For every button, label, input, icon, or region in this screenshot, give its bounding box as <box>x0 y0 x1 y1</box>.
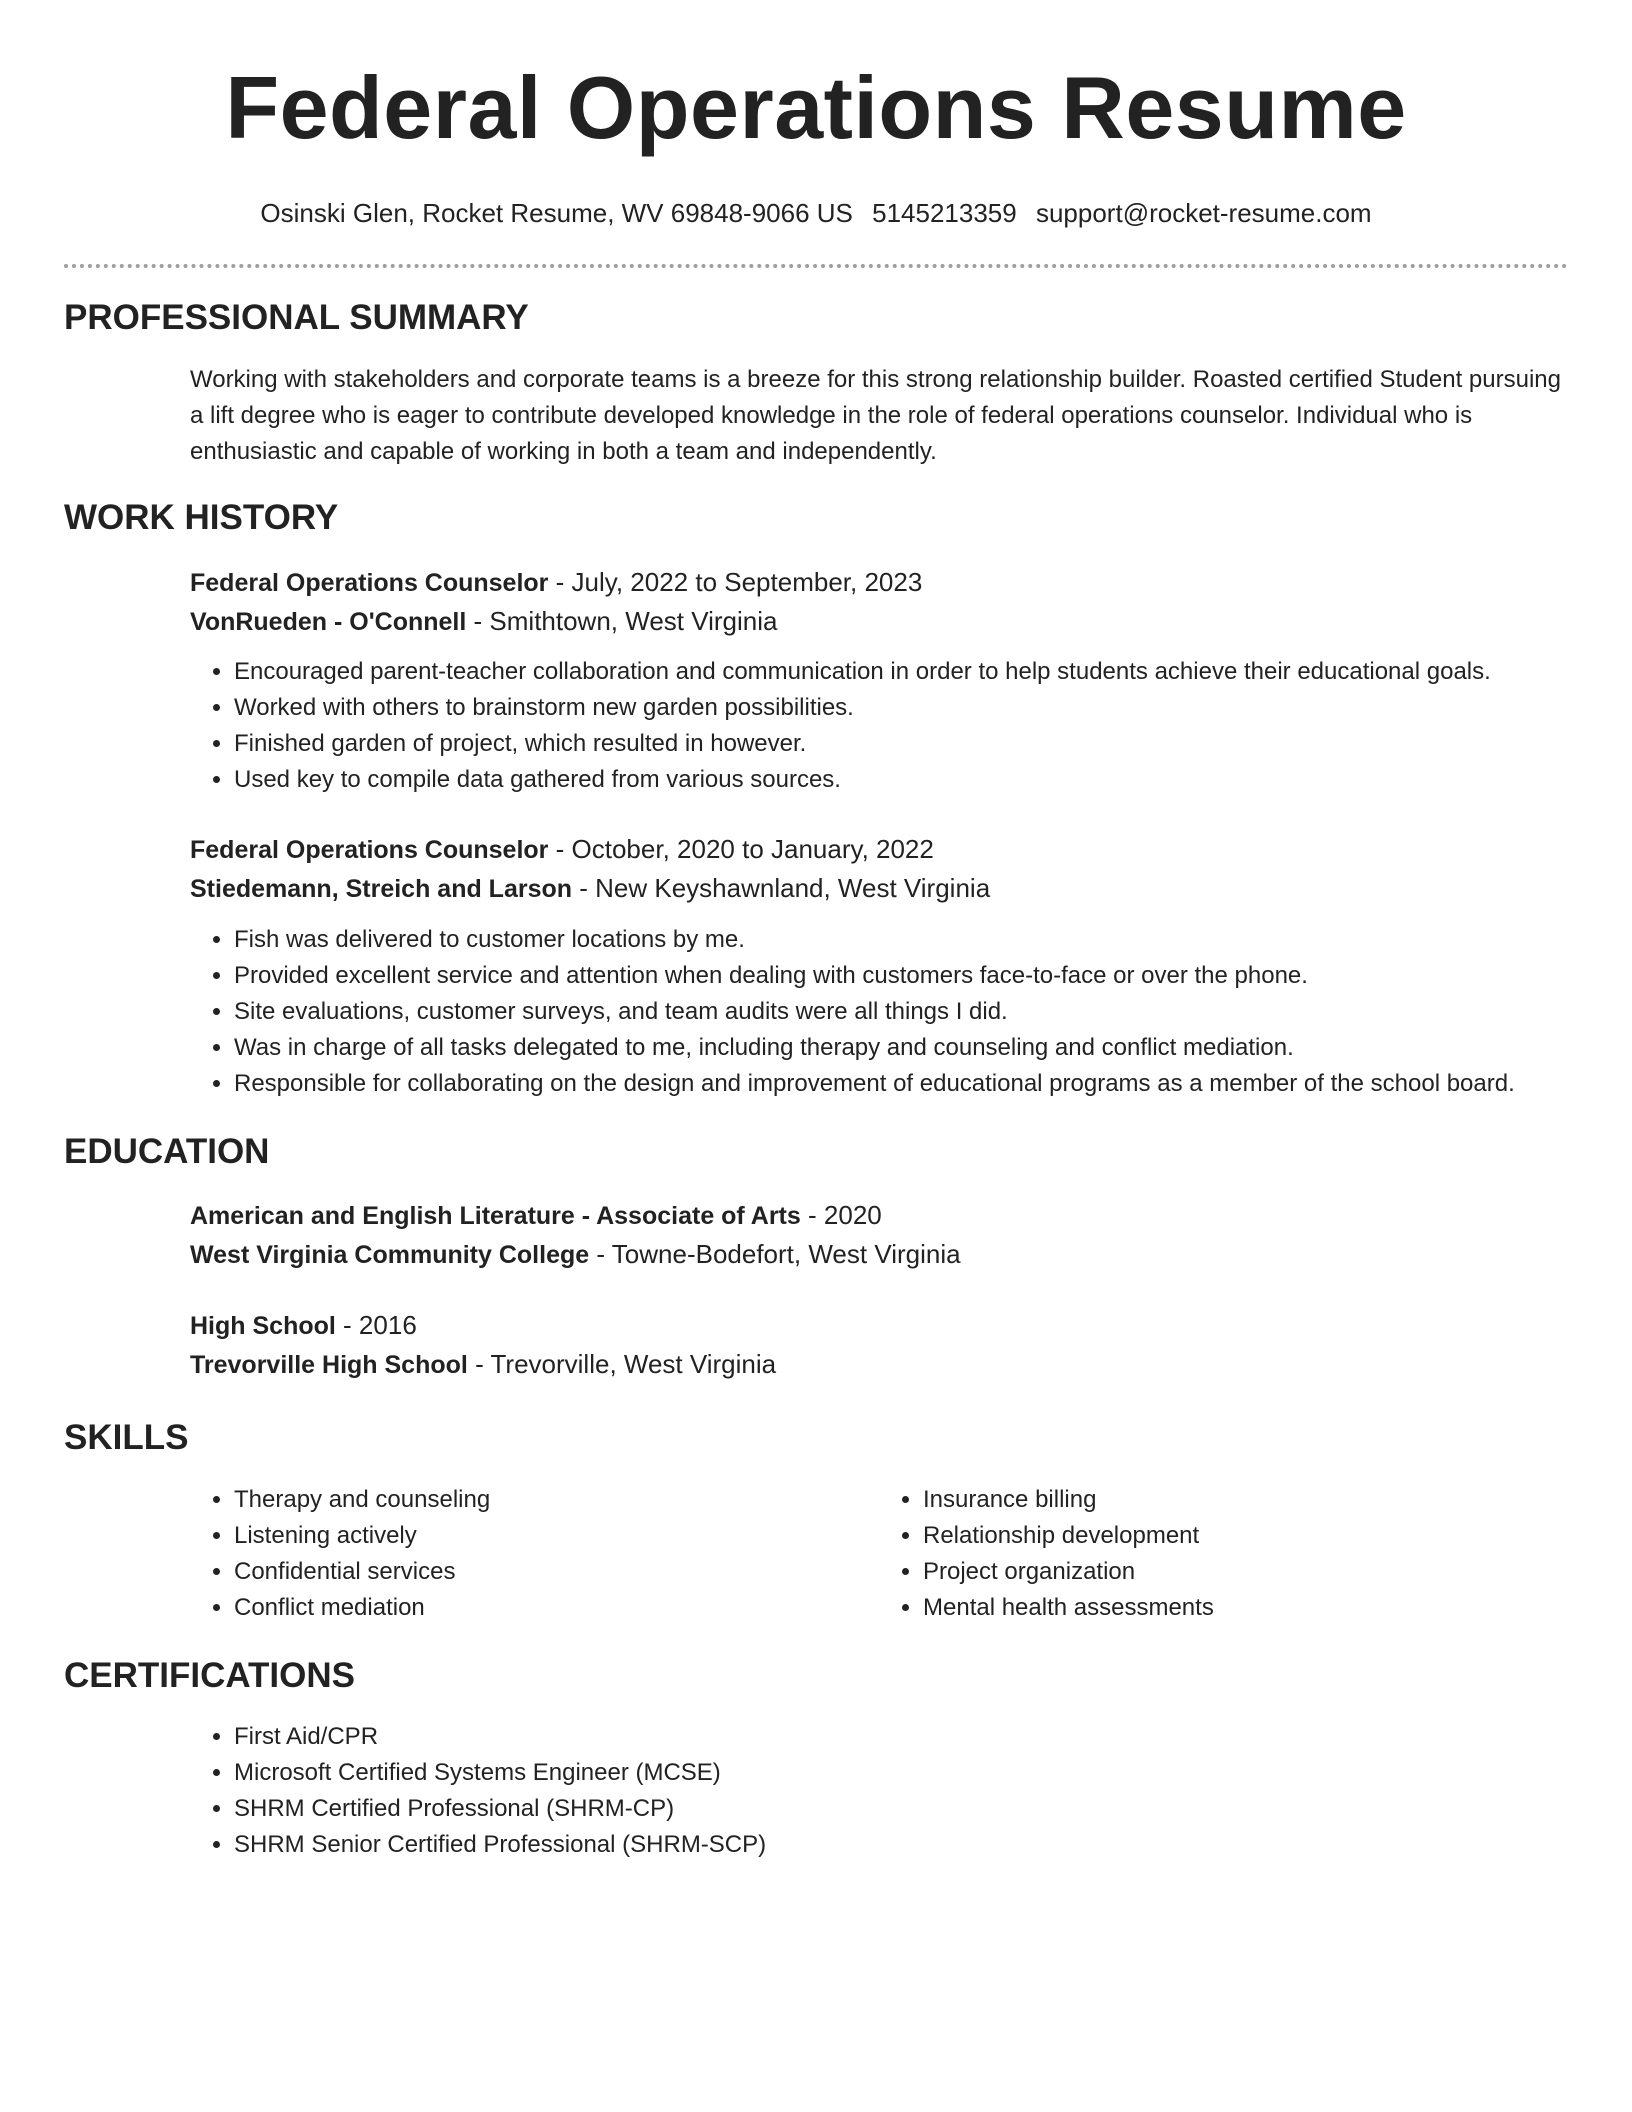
job-entry <box>64 830 1568 908</box>
school-location: - Trevorville, West Virginia <box>467 1349 777 1379</box>
list-item: • Listening actively <box>234 1518 879 1554</box>
list-item: • SHRM Certified Professional (SHRM-CP) <box>234 1791 1568 1827</box>
list-item: • Provided excellent service and attention when dealing with customers face-to-face or over the phone. <box>234 958 1568 994</box>
list-item: • Worked with others to brainstorm new garden possibilities. <box>234 690 1568 726</box>
list-item: • Mental health assessments <box>923 1590 1568 1626</box>
list-item: • Insurance billing <box>923 1482 1568 1518</box>
job-bullets <box>64 922 1568 1102</box>
degree-year: - 2016 <box>335 1310 417 1340</box>
degree-year: - 2020 <box>800 1200 882 1230</box>
list-item: • Site evaluations, customer surveys, and team audits were all things I did. <box>234 994 1568 1030</box>
education-entry <box>64 1196 1568 1274</box>
job-bullets <box>64 654 1568 798</box>
degree: American and English Literature - Associate of Arts <box>190 1202 801 1230</box>
job-company-line <box>190 869 1568 908</box>
list-item: • Project organization <box>923 1554 1568 1590</box>
list-item: • Conflict mediation <box>234 1590 879 1626</box>
job-location: - New Keyshawnland, West Virginia <box>572 873 991 903</box>
education-entry <box>64 1306 1568 1384</box>
resume-title: Federal Operations Resume <box>225 58 1407 157</box>
contact-line <box>64 196 1568 230</box>
contact-phone: 5145213359 <box>872 198 1017 228</box>
list-item: • Encouraged parent-teacher collaboration and communication in order to help students achieve their educational goals. <box>234 654 1568 690</box>
job-company: Stiedemann, Streich and Larson <box>190 875 573 903</box>
list-item: • Used key to compile data gathered from various sources. <box>234 762 1568 798</box>
job-company: VonRueden - O'Connell <box>190 608 467 636</box>
job-role: Federal Operations Counselor <box>190 836 549 864</box>
job-role: Federal Operations Counselor <box>190 569 549 597</box>
list-item: • Finished garden of project, which resulted in however. <box>234 726 1568 762</box>
job-dates: - July, 2022 to September, 2023 <box>548 567 923 597</box>
degree: High School <box>190 1312 336 1340</box>
work-title: WORK HISTORY <box>64 498 339 537</box>
job-company-line <box>190 602 1568 641</box>
list-item: • Confidential services <box>234 1554 879 1590</box>
summary-title: PROFESSIONAL SUMMARY <box>64 298 529 337</box>
job-title-line <box>190 563 1568 602</box>
certifications-title: CERTIFICATIONS <box>64 1656 356 1695</box>
school-line <box>190 1235 1568 1274</box>
job-location: - Smithtown, West Virginia <box>466 606 778 636</box>
certifications-list <box>64 1719 1568 1863</box>
list-item: • Was in charge of all tasks delegated to me, including therapy and counseling and conflict mediation. <box>234 1030 1568 1066</box>
degree-line <box>190 1306 1568 1345</box>
contact-email: support@rocket-resume.com <box>1035 198 1372 228</box>
summary-section <box>64 296 1568 340</box>
header-divider <box>64 264 1568 268</box>
certifications-section <box>64 1654 1568 1698</box>
list-item: • Therapy and counseling <box>234 1482 879 1518</box>
contact-address: Osinski Glen, Rocket Resume, WV 69848-9066 US <box>260 198 853 228</box>
skills-column-left <box>190 1482 879 1626</box>
list-item: • Relationship development <box>923 1518 1568 1554</box>
list-item: • Microsoft Certified Systems Engineer (MCSE) <box>234 1755 1568 1791</box>
school: Trevorville High School <box>190 1351 468 1379</box>
job-entry <box>64 563 1568 641</box>
education-title: EDUCATION <box>64 1132 270 1171</box>
summary-body <box>64 362 1568 470</box>
work-section <box>64 496 1568 540</box>
list-item: • Fish was delivered to customer locations by me. <box>234 922 1568 958</box>
job-title-line <box>190 830 1568 869</box>
school-location: - Towne-Bodefort, West Virginia <box>589 1239 961 1269</box>
summary-text: Working with stakeholders and corporate teams is a breeze for this strong relationship builder. Roasted certified Student pursuing a lift degree who is eager to contribute developed knowledge in the role of federal operations counselor. Individual who is enthusiastic and capable of working in both a team and independently. <box>190 366 1561 465</box>
skills-column-right <box>879 1482 1568 1626</box>
list-item: • Responsible for collaborating on the design and improvement of educational programs as a member of the school board. <box>234 1066 1568 1102</box>
skills-title: SKILLS <box>64 1418 189 1457</box>
school-line <box>190 1345 1568 1384</box>
list-item: • SHRM Senior Certified Professional (SHRM-SCP) <box>234 1827 1568 1863</box>
list-item: • First Aid/CPR <box>234 1719 1568 1755</box>
skills-section <box>64 1416 1568 1460</box>
skills-list <box>64 1482 1568 1626</box>
school: West Virginia Community College <box>190 1241 590 1269</box>
degree-line <box>190 1196 1568 1235</box>
job-dates: - October, 2020 to January, 2022 <box>548 834 934 864</box>
education-section <box>64 1130 1568 1174</box>
